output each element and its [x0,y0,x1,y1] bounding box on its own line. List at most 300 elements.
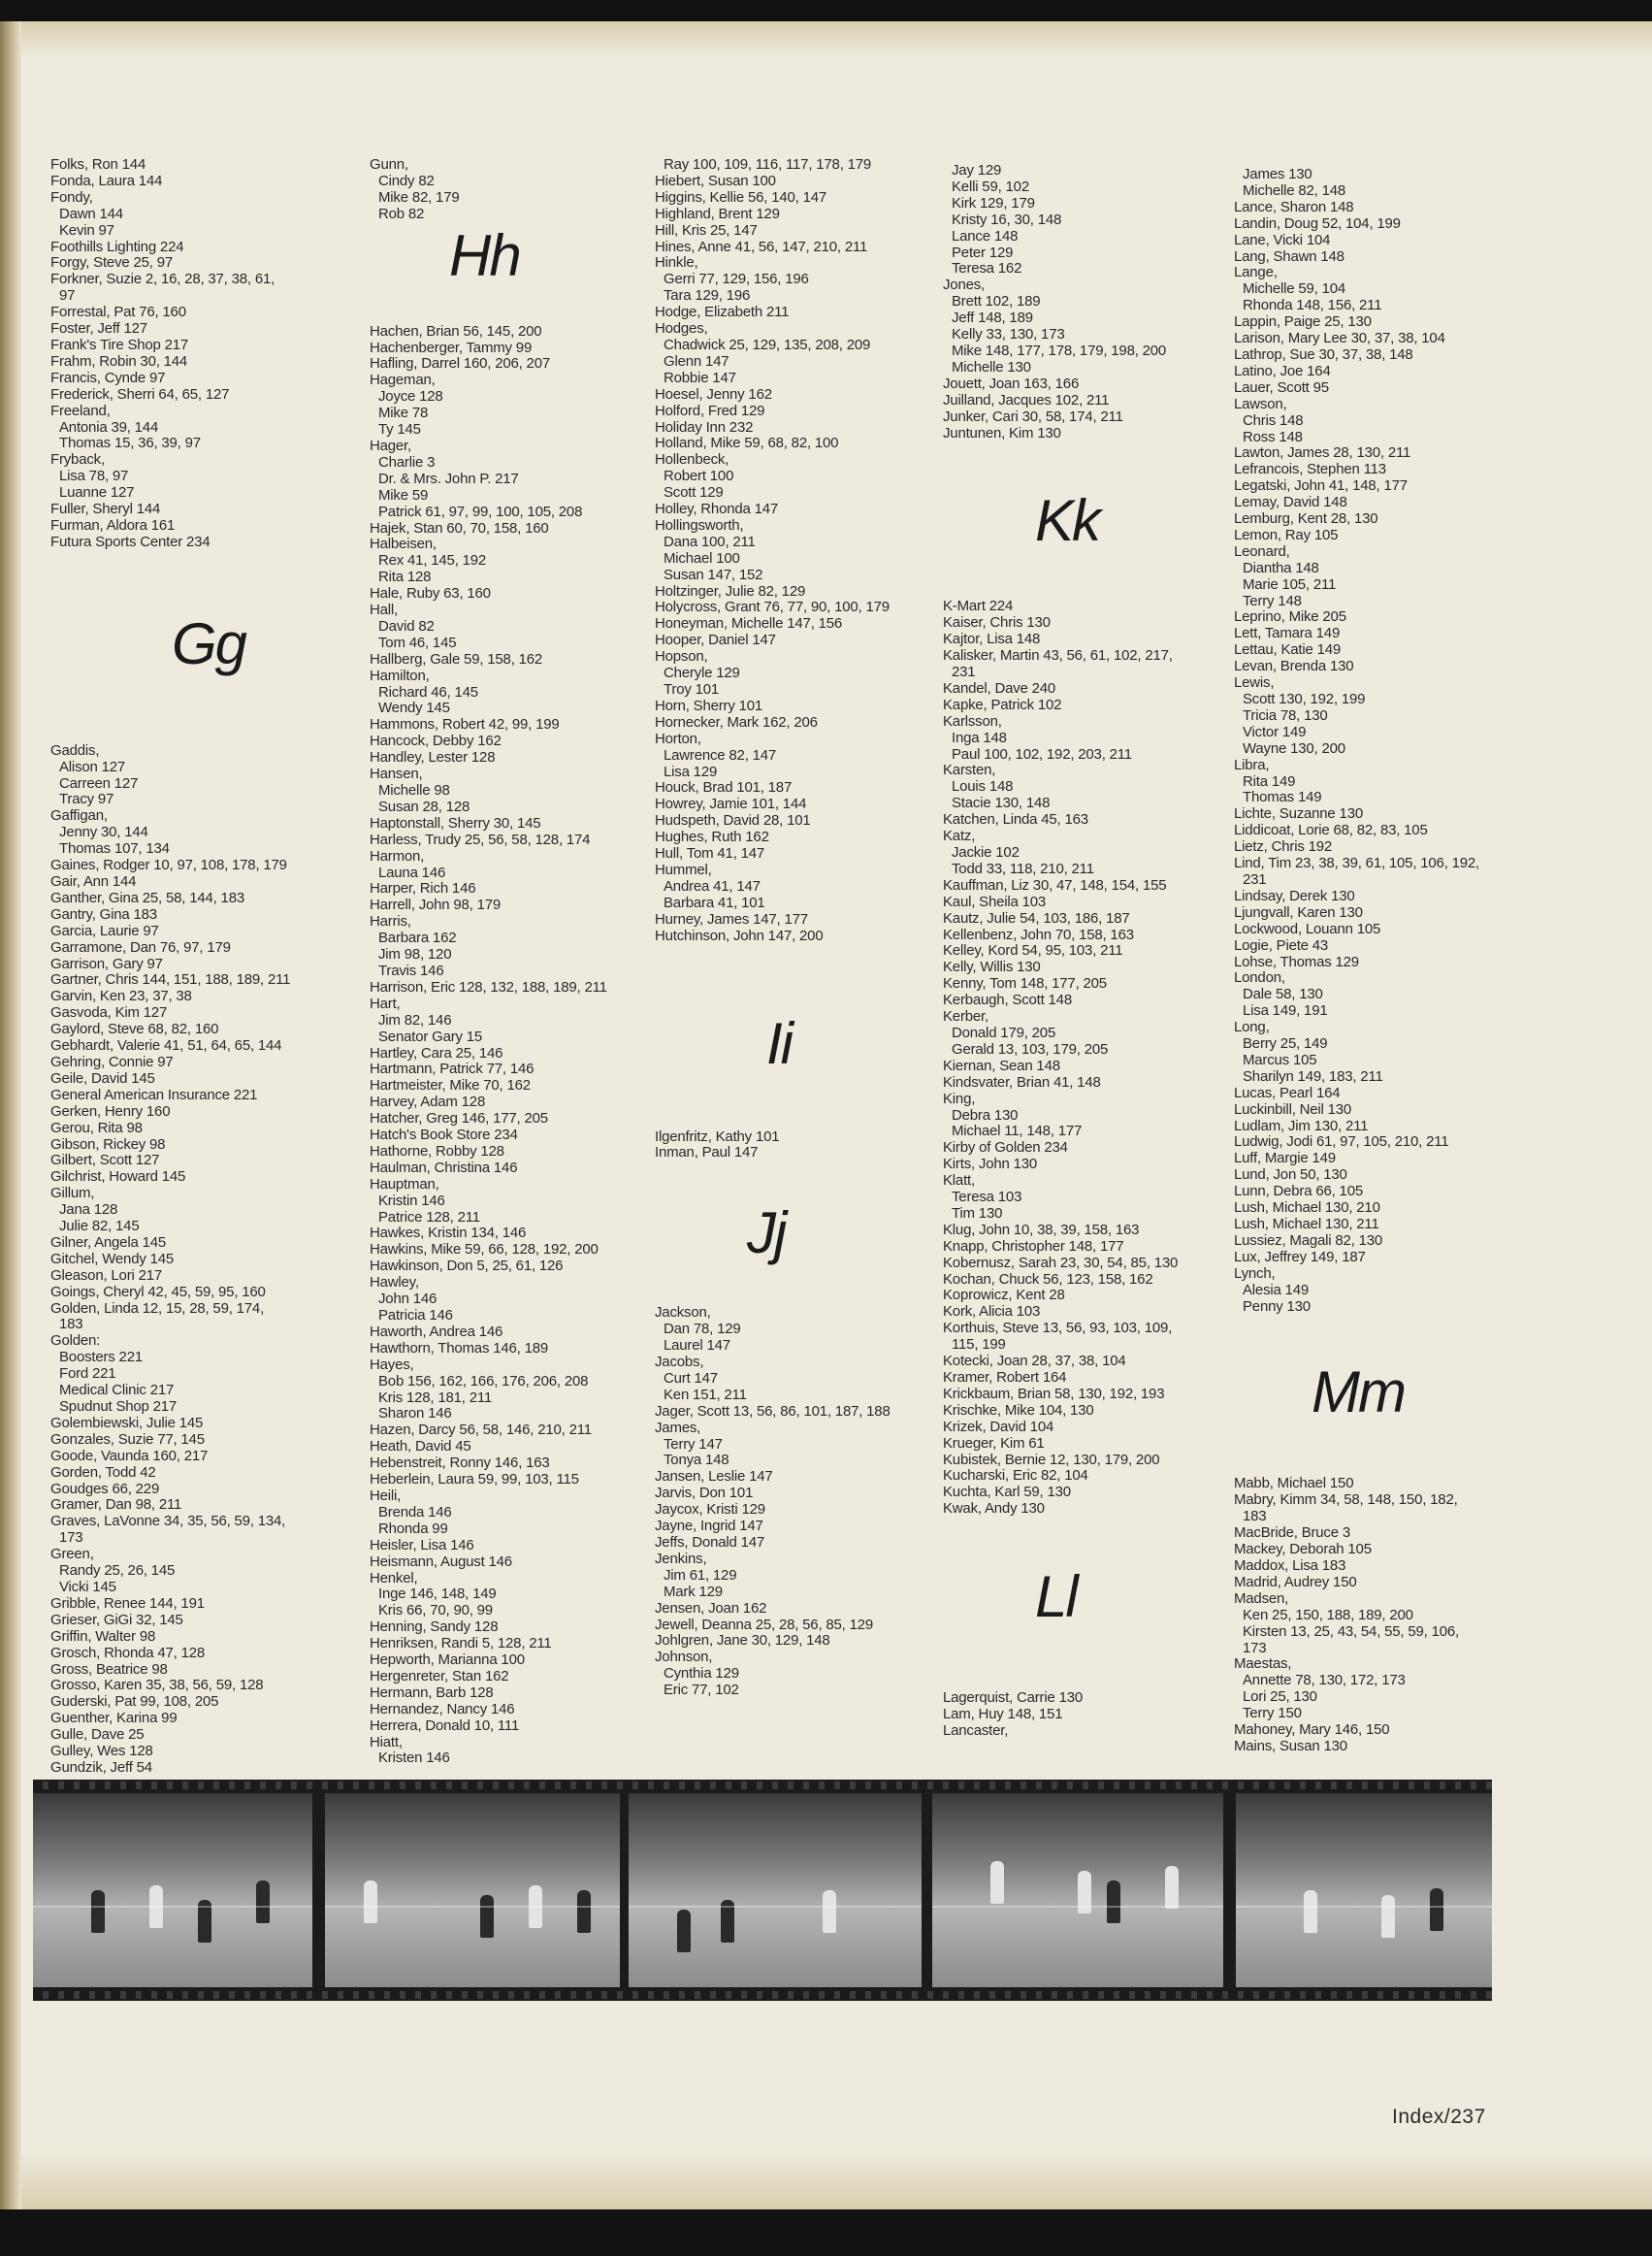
index-entry: MacBride, Bruce 3 [1234,1524,1350,1542]
index-entry: Legatski, John 41, 148, 177 [1234,477,1408,495]
index-subentry: Chris 148 [1243,411,1304,429]
index-entry: Karlsson, [943,712,1002,730]
index-subentry: Ken 151, 211 [664,1386,747,1403]
index-entry: Harrison, Eric 128, 132, 188, 189, 211 [370,978,607,996]
index-entry: Larison, Mary Lee 30, 37, 38, 104 [1234,330,1445,347]
index-entry: Garvin, Ken 23, 37, 38 [50,988,192,1005]
index-entry: Hines, Anne 41, 56, 147, 210, 211 [655,238,868,255]
index-subentry: Cheryle 129 [664,665,740,682]
index-entry: Gasvoda, Kim 127 [50,1004,168,1022]
index-entry: Garramone, Dan 76, 97, 179 [50,938,231,956]
index-entry: Madrid, Audrey 150 [1234,1573,1357,1590]
index-entry: Hancock, Debby 162 [370,733,502,750]
index-entry: Liddicoat, Lorie 68, 82, 83, 105 [1234,822,1428,839]
index-entry: Kapke, Patrick 102 [943,696,1062,713]
index-entry: Kirts, John 130 [943,1156,1038,1173]
index-subentry: Jeff 148, 189 [952,310,1033,327]
index-subentry: Patrice 128, 211 [378,1208,480,1226]
index-entry: Lane, Vicki 104 [1234,231,1331,248]
index-subentry: Vicki 145 [59,1578,116,1595]
index-subentry: Kris 66, 70, 90, 99 [378,1602,493,1619]
index-subentry: John 146 [378,1291,437,1308]
index-subentry: Penny 130 [1243,1297,1311,1315]
index-subentry: Barbara 162 [378,930,457,947]
index-subentry: Mike 78 [378,405,429,422]
index-entry: Krizek, David 104 [943,1418,1054,1435]
index-entry: Kobernusz, Sarah 23, 30, 54, 85, 130 [943,1254,1179,1271]
index-subentry: Michelle 130 [952,358,1031,376]
index-entry: Lett, Tamara 149 [1234,625,1341,642]
index-entry: Gillum, [50,1185,95,1202]
index-entry: Koprowicz, Kent 28 [943,1287,1065,1304]
index-entry: Klug, John 10, 38, 39, 158, 163 [943,1221,1140,1238]
index-subentry: Robbie 147 [664,369,736,386]
index-entry: Levan, Brenda 130 [1234,658,1354,675]
index-subentry: Charlie 3 [378,453,436,471]
index-subentry: Michael 11, 148, 177 [952,1123,1083,1140]
page-binding-edge [0,21,21,2209]
index-subentry: Ross 148 [1243,428,1303,445]
index-subentry: Kristy 16, 30, 148 [952,211,1062,228]
index-entry: Harmon, [370,847,425,865]
index-entry: Garrison, Gary 97 [50,955,163,972]
index-subentry: Mike 82, 179 [378,188,460,206]
index-subentry: Scott 130, 192, 199 [1243,691,1366,707]
index-subentry: Michelle 82, 148 [1243,181,1346,199]
index-subentry: Brett 102, 189 [952,293,1041,311]
index-entry: Furman, Aldora 161 [50,516,176,534]
index-entry: Kelly, Willis 130 [943,959,1041,976]
index-subentry: Peter 129 [952,244,1014,261]
index-entry: Leprino, Mike 205 [1234,608,1346,626]
index-entry: Golden: [50,1332,101,1350]
index-subentry: 183 [59,1316,83,1333]
index-subentry: Michael 100 [664,549,740,567]
index-entry: Lange, [1234,264,1278,281]
index-entry: Lathrop, Sue 30, 37, 38, 148 [1234,345,1413,363]
index-entry: Hathorne, Robby 128 [370,1142,504,1160]
index-subentry: Annette 78, 130, 172, 173 [1243,1672,1406,1689]
index-entry: Heismann, August 146 [370,1553,512,1570]
index-entry: Ganther, Gina 25, 58, 144, 183 [50,889,244,906]
section-letter-heading: Mm [1312,1359,1405,1425]
section-letter-heading: Ll [1035,1564,1077,1630]
index-entry: Golembiewski, Julie 145 [50,1414,204,1431]
index-entry: Jarvis, Don 101 [655,1485,754,1502]
index-entry: Hoesel, Jenny 162 [655,385,772,403]
index-subentry: Diantha 148 [1243,559,1319,576]
index-entry: Lefrancois, Stephen 113 [1234,461,1386,478]
index-subentry: Senator Gary 15 [378,1028,483,1045]
index-entry: Hodges, [655,320,708,338]
index-entry: Lettau, Katie 149 [1234,641,1342,659]
index-column-4 [943,163,1205,1740]
index-entry: Luff, Margie 149 [1234,1150,1336,1167]
index-subentry: Kelli 59, 102 [952,178,1029,195]
index-subentry: Tricia 78, 130 [1243,706,1328,724]
index-entry: Mackey, Deborah 105 [1234,1541,1372,1558]
index-entry: Harvey, Adam 128 [370,1094,486,1111]
index-entry: Landin, Doug 52, 104, 199 [1234,214,1401,232]
index-subentry: Cynthia 129 [664,1665,739,1683]
index-entry: Lush, Michael 130, 211 [1234,1216,1379,1232]
index-column-2 [370,157,632,1767]
index-entry: Kaiser, Chris 130 [943,614,1051,632]
index-entry: Hutchinson, John 147, 200 [655,927,824,944]
index-entry: Hawkins, Mike 59, 66, 128, 192, 200 [370,1241,599,1259]
index-entry: Gilner, Angela 145 [50,1233,166,1251]
index-entry: Hernandez, Nancy 146 [370,1700,515,1717]
index-entry: Lance, Sharon 148 [1234,198,1354,215]
index-subentry: Julie 82, 145 [59,1218,140,1235]
index-entry: Horton, [655,730,701,747]
index-entry: Lunn, Debra 66, 105 [1234,1183,1363,1200]
index-subentry: Jim 82, 146 [378,1011,452,1029]
index-entry: Lund, Jon 50, 130 [1234,1166,1347,1184]
index-subentry: Sharon 146 [378,1405,452,1422]
index-entry: Hatch's Book Store 234 [370,1127,518,1144]
index-entry: Hollingsworth, [655,516,744,534]
basketball-photo-filmstrip [33,1780,1492,2001]
index-subentry: Jim 98, 120 [378,946,452,964]
index-subentry: Todd 33, 118, 210, 211 [952,860,1094,877]
index-subentry: Mark 129 [664,1583,723,1600]
index-subentry: Teresa 162 [952,260,1022,278]
index-subentry: Ken 25, 150, 188, 189, 200 [1243,1606,1413,1623]
index-entry: Hudspeth, David 28, 101 [655,812,811,830]
index-entry: Houck, Brad 101, 187 [655,779,793,797]
index-subentry: Barbara 41, 101 [664,894,765,911]
index-entry: Ilgenfritz, Kathy 101 [655,1128,780,1145]
index-entry: Hart, [370,995,401,1012]
index-entry: Halbeisen, [370,536,437,553]
index-subentry: 173 [59,1529,83,1547]
index-entry: Krueger, Kim 61 [943,1434,1045,1452]
index-entry: Jewell, Deanna 25, 28, 56, 85, 129 [655,1616,874,1633]
index-entry: Lemon, Ray 105 [1234,526,1339,543]
index-entry: King, [943,1090,976,1107]
index-entry: Gleason, Lori 217 [50,1266,163,1284]
index-entry: Heisler, Lisa 146 [370,1536,474,1553]
index-entry: Holycross, Grant 76, 77, 90, 100, 179 [655,599,890,616]
index-entry: Lauer, Scott 95 [1234,378,1329,396]
index-entry: Golden, Linda 12, 15, 28, 59, 174, [50,1299,265,1317]
index-entry: Ludlam, Jim 130, 211 [1234,1117,1369,1134]
index-entry: Kochan, Chuck 56, 123, 158, 162 [943,1270,1153,1288]
index-entry: Holiday Inn 232 [655,418,754,436]
index-subentry: Rob 82 [378,205,425,222]
index-entry: Maddox, Lisa 183 [1234,1556,1346,1574]
index-entry: Kuchta, Karl 59, 130 [943,1484,1071,1501]
index-subentry: Lisa 149, 191 [1243,1002,1328,1020]
index-subentry: Richard 46, 145 [378,683,478,701]
index-entry: Handley, Lester 128 [370,749,496,767]
index-subentry: Susan 28, 128 [378,798,470,815]
index-subentry: Glenn 147 [664,352,729,370]
index-entry: Grieser, GiGi 32, 145 [50,1611,183,1628]
index-entry: Kaul, Sheila 103 [943,893,1047,910]
index-entry: Mains, Susan 130 [1234,1737,1347,1754]
index-subentry: Chadwick 25, 129, 135, 208, 209 [664,336,871,353]
index-entry: Lindsay, Derek 130 [1234,887,1355,904]
index-entry: Gramer, Dan 98, 211 [50,1496,182,1514]
index-entry: Hayes, [370,1356,414,1373]
index-subentry: Brenda 146 [378,1503,452,1520]
index-subentry: Terry 147 [664,1435,723,1453]
index-entry: Lappin, Paige 25, 130 [1234,313,1372,331]
photo-frame-2 [325,1793,620,1987]
index-entry: Lemay, David 148 [1234,494,1347,511]
index-entry: Holford, Fred 129 [655,402,765,419]
index-subentry: Thomas 149 [1243,789,1322,806]
index-subentry: Jenny 30, 144 [59,824,148,841]
index-entry: Gilbert, Scott 127 [50,1152,160,1169]
index-entry: Hager, [370,437,411,454]
index-subentry: Inga 148 [952,729,1007,746]
index-subentry: Boosters 221 [59,1349,143,1366]
index-entry: Hamilton, [370,667,430,684]
index-entry: Kramer, Robert 164 [943,1369,1067,1386]
index-subentry: Teresa 103 [952,1189,1022,1206]
index-entry: Gaylord, Steve 68, 82, 160 [50,1021,219,1038]
index-entry: Mabb, Michael 150 [1234,1475,1354,1492]
index-subentry: Ray 100, 109, 116, 117, 178, 179 [664,156,872,173]
index-subentry: Susan 147, 152 [664,566,763,583]
index-entry: Lux, Jeffrey 149, 187 [1234,1248,1366,1265]
index-entry: Heberlein, Laura 59, 99, 103, 115 [370,1471,579,1488]
index-subentry: Kristin 146 [378,1192,445,1209]
index-entry: Harrell, John 98, 179 [370,897,502,914]
index-entry: Kirby of Golden 234 [943,1139,1068,1157]
index-entry: Gaines, Rodger 10, 97, 108, 178, 179 [50,857,287,874]
index-entry: Kubistek, Bernie 12, 130, 179, 200 [943,1451,1160,1468]
index-entry: Gonzales, Suzie 77, 145 [50,1430,205,1448]
index-entry: Kautz, Julie 54, 103, 186, 187 [943,909,1130,927]
index-subentry: Thomas 15, 36, 39, 97 [59,435,201,452]
index-entry: Hughes, Ruth 162 [655,829,769,846]
index-entry: K-Mart 224 [943,598,1014,615]
index-entry: Kucharski, Eric 82, 104 [943,1467,1088,1485]
index-entry: Lang, Shawn 148 [1234,247,1344,265]
index-subentry: Lawrence 82, 147 [664,746,777,764]
index-entry: Gulle, Dave 25 [50,1726,145,1744]
index-entry: Kauffman, Liz 30, 47, 148, 154, 155 [943,876,1167,894]
index-entry: Harris, [370,913,411,931]
index-column-5 [1234,167,1496,1755]
index-entry: Fryback, [50,451,105,469]
index-subentry: Curt 147 [664,1369,718,1387]
index-entry: Johnson, [655,1649,713,1666]
index-subentry: Dawn 144 [59,205,123,222]
index-entry: Hopson, [655,648,708,666]
index-entry: Kalisker, Martin 43, 56, 61, 102, 217, [943,647,1173,665]
index-entry: Henkel, [370,1569,418,1586]
index-entry: Fonda, Laura 144 [50,172,163,189]
index-subentry: Joyce 128 [378,388,443,406]
index-entry: Hauptman, [370,1175,439,1193]
index-subentry: Kelly 33, 130, 173 [952,326,1065,343]
index-entry: Honeyman, Michelle 147, 156 [655,615,843,633]
index-entry: Hall, [370,602,399,619]
index-entry: Lush, Michael 130, 210 [1234,1199,1380,1217]
index-entry: Lind, Tim 23, 38, 39, 61, 105, 106, 192, [1234,855,1480,872]
index-entry: Goode, Vaunda 160, 217 [50,1447,209,1464]
index-entry: Lewis, [1234,674,1275,692]
index-subentry: Tim 130 [952,1204,1003,1222]
index-entry: Kotecki, Joan 28, 37, 38, 104 [943,1353,1126,1370]
index-subentry: Inge 146, 148, 149 [378,1586,497,1603]
index-subentry: Ty 145 [378,421,421,439]
index-subentry: Kirsten 13, 25, 43, 54, 55, 59, 106, [1243,1622,1459,1640]
index-entry: Folks, Ron 144 [50,156,146,173]
index-entry: Jones, [943,277,985,294]
index-entry: Green, [50,1546,94,1563]
index-entry: Hinkle, [655,254,698,272]
index-entry: Hazen, Darcy 56, 58, 146, 210, 211 [370,1422,592,1439]
index-entry: Jayne, Ingrid 147 [655,1518,763,1535]
index-subentry: Terry 150 [1243,1705,1302,1722]
index-entry: Hiatt, [370,1733,403,1750]
index-subentry: Wendy 145 [378,700,450,717]
index-entry: Harless, Trudy 25, 56, 58, 128, 174 [370,831,591,848]
index-subentry: Kevin 97 [59,221,114,239]
index-entry: Logie, Piete 43 [1234,936,1329,954]
section-letter-heading: Hh [449,222,520,288]
index-subentry: Alesia 149 [1243,1281,1310,1298]
index-entry: Mahoney, Mary 146, 150 [1234,1721,1390,1739]
index-subentry: Kristen 146 [378,1749,450,1767]
index-entry: Hawkinson, Don 5, 25, 61, 126 [370,1258,564,1275]
index-entry: Gilchrist, Howard 145 [50,1168,186,1186]
index-entry: Hajek, Stan 60, 70, 158, 160 [370,519,549,537]
index-entry: Katchen, Linda 45, 163 [943,811,1088,829]
index-entry: Kerbaugh, Scott 148 [943,992,1072,1009]
index-entry: Hartmeister, Mike 70, 162 [370,1077,531,1095]
index-entry: Knapp, Christopher 148, 177 [943,1237,1124,1255]
index-entry: Latino, Joe 164 [1234,362,1331,379]
index-entry: Hollenbeck, [655,451,729,469]
index-subentry: Victor 149 [1243,723,1307,740]
index-entry: Foothills Lighting 224 [50,238,184,255]
index-subentry: Robert 100 [664,468,734,485]
page-bottom-shading [0,2151,1652,2209]
index-entry: Gundzik, Jeff 54 [50,1758,152,1776]
index-subentry: Marcus 105 [1243,1051,1317,1068]
index-entry: Haptonstall, Sherry 30, 145 [370,814,541,832]
index-entry: Hornecker, Mark 162, 206 [655,713,818,731]
index-subentry: Tracy 97 [59,791,114,808]
index-subentry: 183 [1243,1508,1267,1525]
index-entry: Frank's Tire Shop 217 [50,336,189,353]
index-subentry: Randy 25, 26, 145 [59,1562,176,1580]
index-entry: Hatcher, Greg 146, 177, 205 [370,1110,548,1128]
index-entry: General American Insurance 221 [50,1086,258,1103]
index-entry: James, [655,1419,701,1436]
index-entry: Hartley, Cara 25, 146 [370,1044,503,1062]
index-subentry: Jim 61, 129 [664,1566,737,1584]
index-subentry: Dr. & Mrs. John P. 217 [378,470,519,487]
index-entry: Johlgren, Jane 30, 129, 148 [655,1632,830,1650]
index-entry: Juilland, Jacques 102, 211 [943,391,1110,409]
index-subentry: Kris 128, 181, 211 [378,1389,493,1406]
index-entry: Hawkes, Kristin 134, 146 [370,1225,527,1242]
index-subentry: Patrick 61, 97, 99, 100, 105, 208 [378,503,583,520]
index-entry: Lussiez, Magali 82, 130 [1234,1231,1382,1249]
index-subentry: Cindy 82 [378,172,435,189]
index-entry: Hawthorn, Thomas 146, 189 [370,1339,549,1357]
index-entry: Kiernan, Sean 148 [943,1057,1060,1074]
index-entry: Kenny, Tom 148, 177, 205 [943,975,1107,993]
index-entry: Heili, [370,1487,402,1504]
index-subentry: Luanne 127 [59,484,135,502]
index-entry: Fuller, Sheryl 144 [50,501,161,518]
index-subentry: 173 [1243,1639,1267,1656]
index-entry: Juntunen, Kim 130 [943,424,1061,441]
index-subentry: Rita 149 [1243,772,1296,790]
index-entry: Mabry, Kimm 34, 58, 148, 150, 182, [1234,1491,1458,1509]
page-folio: Index/237 [1392,2106,1486,2128]
index-entry: Katz, [943,828,976,845]
index-entry: Henning, Sandy 128 [370,1618,499,1636]
index-subentry: Paul 100, 102, 192, 203, 211 [952,745,1132,763]
index-entry: Lockwood, Louann 105 [1234,920,1381,937]
index-entry: Hale, Ruby 63, 160 [370,585,491,603]
index-entry: Hartmann, Patrick 77, 146 [370,1061,534,1078]
index-entry: Jensen, Joan 162 [655,1599,767,1617]
index-subentry: Louis 148 [952,778,1014,796]
index-subentry: Mike 59 [378,486,429,504]
index-entry: Leonard, [1234,542,1290,560]
index-subentry: Gerald 13, 103, 179, 205 [952,1040,1109,1058]
index-entry: Libra, [1234,756,1270,773]
index-entry: Hafling, Darrel 160, 206, 207 [370,355,550,373]
index-subentry: Lisa 78, 97 [59,468,129,485]
index-entry: Fondy, [50,188,93,206]
index-subentry: Carreen 127 [59,774,139,792]
index-subentry: Tom 46, 145 [378,634,457,651]
index-entry: Haulman, Christina 146 [370,1159,518,1176]
index-entry: Kindsvater, Brian 41, 148 [943,1073,1101,1091]
index-entry: Grosso, Karen 35, 38, 56, 59, 128 [50,1677,264,1694]
index-subentry: Antonia 39, 144 [59,418,159,436]
index-subentry: Debra 130 [952,1106,1019,1124]
index-subentry: Dana 100, 211 [664,533,756,550]
index-subentry: Mike 148, 177, 178, 179, 198, 200 [952,342,1167,359]
index-subentry: Wayne 130, 200 [1243,739,1345,757]
index-subentry: Stacie 130, 148 [952,795,1051,812]
index-subentry: Jackie 102 [952,844,1020,861]
index-subentry: Eric 77, 102 [664,1682,739,1699]
index-column-1 [50,157,312,1777]
index-subentry: Thomas 107, 134 [59,840,170,858]
index-entry: Jaycox, Kristi 129 [655,1501,765,1519]
index-entry: Gunn, [370,156,408,173]
index-entry: Lichte, Suzanne 130 [1234,805,1363,823]
index-entry: Kerber, [943,1008,988,1026]
index-entry: Gaddis, [50,741,100,759]
index-entry: Guenther, Karina 99 [50,1710,178,1727]
index-entry: Lynch, [1234,1264,1276,1282]
index-entry: Herrera, Donald 10, 111 [370,1717,520,1734]
index-subentry: Travis 146 [378,962,444,979]
index-entry: Harper, Rich 146 [370,880,476,898]
index-entry: Forkner, Suzie 2, 16, 28, 37, 38, 61, [50,271,275,288]
index-entry: Hermann, Barb 128 [370,1684,494,1701]
index-entry: Jager, Scott 13, 56, 86, 101, 187, 188 [655,1402,891,1420]
index-subentry: Bob 156, 162, 166, 176, 206, 208 [378,1372,589,1390]
index-entry: Holley, Rhonda 147 [655,501,779,518]
index-column-3 [655,157,917,1699]
